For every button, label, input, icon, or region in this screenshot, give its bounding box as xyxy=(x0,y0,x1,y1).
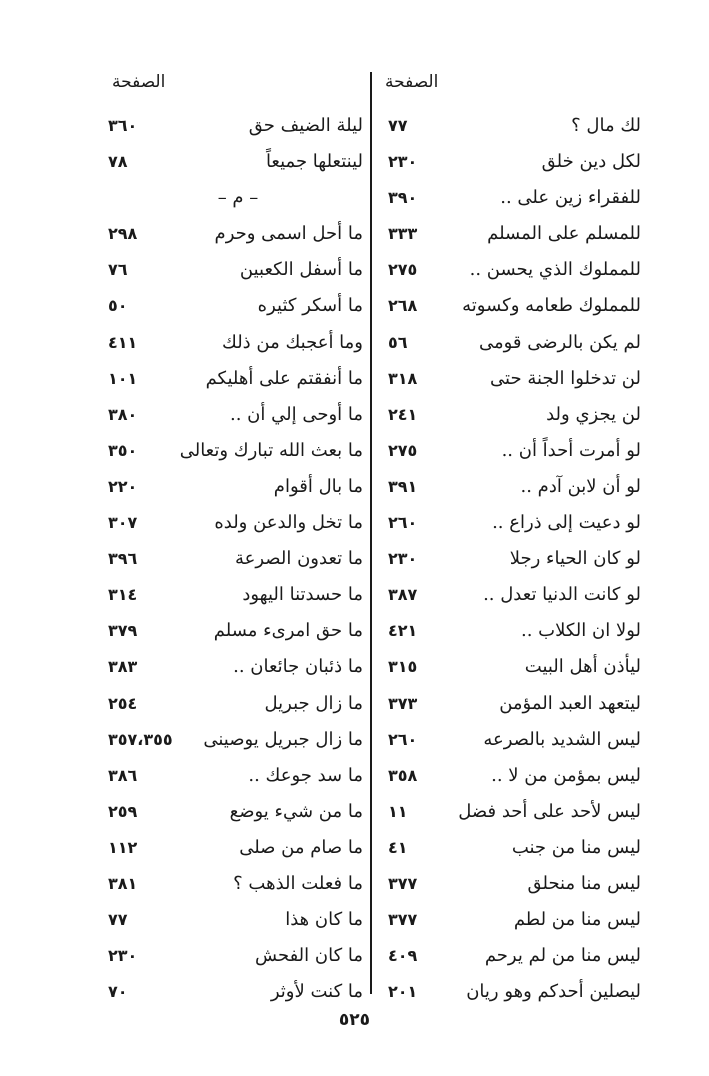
right-entry-page: ٢٦٠ xyxy=(388,513,418,533)
index-row xyxy=(0,397,709,433)
index-row xyxy=(0,216,709,252)
left-entry-page: ٢٢٠ xyxy=(108,476,138,496)
left-entry-text: ما زال جبريل يوصينى xyxy=(203,728,363,750)
left-entry-page: ٢٥٤ xyxy=(108,693,138,713)
left-entry-text: ما بعث الله تبارك وتعالى xyxy=(179,439,363,461)
right-entry-text: لو كانت الدنيا تعدل .. xyxy=(483,584,641,606)
right-column-page-label: الصفحة xyxy=(385,72,439,92)
right-entry-text: ليس بمؤمن من لا .. xyxy=(491,764,641,786)
right-entry-text: ليس منا منحلق xyxy=(527,872,641,894)
left-entry-text: ما أحل اسمى وحرم xyxy=(214,223,363,245)
left-entry-page: ٧٠ xyxy=(108,982,128,1002)
left-entry-page: ٢٥٩ xyxy=(108,801,138,821)
right-entry-page: ٢٧٥ xyxy=(388,260,418,280)
left-entry-text: ما بال أقوام xyxy=(273,475,363,497)
left-entry-page: ٣٥٠ xyxy=(108,440,138,460)
left-entry-page: ٣٨٣ xyxy=(108,657,138,677)
right-entry-text: لو أن لابن آدم .. xyxy=(520,475,641,497)
left-entry-text: ما من شيء يوضع xyxy=(229,800,363,822)
left-entry-text: ما صام من صلى xyxy=(239,836,363,858)
right-entry-page: ٣٧٧ xyxy=(388,910,418,930)
right-entry-page: ٣٣٣ xyxy=(388,224,418,244)
left-entry-page: ١٠١ xyxy=(108,368,138,388)
left-entry-page: ٣٦٠ xyxy=(108,116,138,135)
right-entry-page: ٢٦٨ xyxy=(388,296,418,316)
left-entry-text: ما حق امرىء مسلم xyxy=(213,620,363,642)
right-entry-page: ٢٣٠ xyxy=(388,152,418,172)
left-entry-text: لينتعلها جميعاً xyxy=(265,151,363,173)
left-entry-text: ليلة الضيف حق xyxy=(248,115,363,136)
left-entry-text: ما أسكر كثيره xyxy=(257,295,363,317)
left-entry-text: ما تخل والدعن ولده xyxy=(214,512,363,534)
right-entry-page: ٢٦٠ xyxy=(388,729,418,749)
index-row xyxy=(0,866,709,902)
right-entry-page: ٣٨٧ xyxy=(388,585,418,605)
left-entry-page: ٣٠٧ xyxy=(108,513,138,533)
index-row xyxy=(0,469,709,505)
left-entry-page: ١١٢ xyxy=(108,837,138,857)
right-entry-text: ليس الشديد بالصرعه xyxy=(483,728,641,750)
index-row xyxy=(0,361,709,397)
left-entry-page: ٧٨ xyxy=(108,152,128,172)
left-entry-text: ما حسدتنا اليهود xyxy=(242,584,363,606)
index-row xyxy=(0,144,709,180)
index-row xyxy=(0,974,709,1010)
right-entry-page: ٣٧٣ xyxy=(388,693,418,713)
index-row xyxy=(0,505,709,541)
right-entry-text: لن يجزي ولد xyxy=(546,403,641,425)
index-row xyxy=(0,649,709,685)
right-entry-page: ٣١٥ xyxy=(388,657,418,677)
left-entry-page: ٣٥٧،٣٥٥ xyxy=(108,729,173,749)
right-entry-text: ليس منا من لم يرحم xyxy=(484,945,641,967)
right-entry-text: ليتعهد العبد المؤمن xyxy=(499,692,641,714)
left-entry-page: ٣٧٩ xyxy=(108,621,138,641)
index-row xyxy=(0,686,709,722)
right-entry-text: لكل دين خلق xyxy=(541,151,641,173)
right-entry-page: ٢٠١ xyxy=(388,982,418,1002)
right-entry-text: ليصلين أحدكم وهو ريان xyxy=(466,981,641,1003)
right-entry-text: لو كان الحياء رجلا xyxy=(509,548,641,570)
right-entry-page: ١١ xyxy=(388,801,408,821)
index-row xyxy=(0,830,709,866)
left-entry-text: ما كان هذا xyxy=(285,909,363,931)
index-row xyxy=(0,325,709,361)
right-entry-text: لو أمرت أحداً أن .. xyxy=(501,439,641,461)
right-entry-page: ٥٦ xyxy=(388,332,408,352)
index-row xyxy=(0,433,709,469)
left-entry-page: ٣١٤ xyxy=(108,585,138,605)
left-entry-page: ٣٩٦ xyxy=(108,549,138,569)
index-row xyxy=(0,722,709,758)
index-row xyxy=(0,902,709,938)
left-entry-text: ما ذئبان جائعان .. xyxy=(233,656,363,678)
index-row xyxy=(0,541,709,577)
page-number: ٥٢٥ xyxy=(338,1010,371,1030)
right-entry-page: ٣٩٠ xyxy=(388,188,418,208)
index-row xyxy=(0,758,709,794)
right-entry-page: ٧٧ xyxy=(388,116,408,135)
right-entry-text: للمملوك الذي يحسن .. xyxy=(469,259,641,281)
left-entry-text: وما أعجبك من ذلك xyxy=(222,331,363,353)
left-entry-page: ٧٧ xyxy=(108,910,128,930)
right-entry-text: للمملوك طعامه وكسوته xyxy=(462,295,641,317)
left-entry-text: ما أسفل الكعبين xyxy=(239,259,363,281)
left-entry-page: ٧٦ xyxy=(108,260,128,280)
left-entry-text: ما كان الفحش xyxy=(255,945,363,967)
right-entry-text: ليس لأحد على أحد فضل xyxy=(458,800,641,822)
right-entry-page: ٢٧٥ xyxy=(388,440,418,460)
index-row xyxy=(0,180,709,216)
left-entry-text: ما تعدون الصرعة xyxy=(234,548,363,570)
right-entry-page: ٢٣٠ xyxy=(388,549,418,569)
left-entry-text: ما فعلت الذهب ؟ xyxy=(233,872,363,894)
index-row xyxy=(0,288,709,324)
right-entry-text: لن تدخلوا الجنة حتى xyxy=(490,367,641,389)
right-entry-page: ٣٥٨ xyxy=(388,765,418,785)
right-entry-page: ٤٢١ xyxy=(388,621,418,641)
index-rows xyxy=(0,108,709,1010)
right-entry-text: للفقراء زين على .. xyxy=(500,187,641,209)
right-entry-text: ليس منا من جنب xyxy=(511,836,641,858)
index-row xyxy=(0,577,709,613)
right-entry-page: ٣٧٧ xyxy=(388,873,418,893)
right-entry-page: ٢٤١ xyxy=(388,404,418,424)
right-entry-text: لو دعيت إلى ذراع .. xyxy=(492,512,641,534)
index-row xyxy=(0,938,709,974)
right-entry-page: ٣٩١ xyxy=(388,476,418,496)
left-entry-page: ٤١١ xyxy=(108,332,138,352)
index-row xyxy=(0,794,709,830)
right-entry-page: ٤٠٩ xyxy=(388,946,418,966)
left-entry-page: ٣٨١ xyxy=(108,873,138,893)
left-entry-text: ما سد جوعك .. xyxy=(248,764,363,786)
left-entry-page: ٥٠ xyxy=(108,296,128,316)
index-row xyxy=(0,613,709,649)
right-entry-text: ليس منا من لطم xyxy=(513,909,641,931)
left-entry-page: ٣٨٦ xyxy=(108,765,138,785)
right-entry-page: ٤١ xyxy=(388,837,408,857)
left-entry-page: ٢٩٨ xyxy=(108,224,138,244)
left-entry-page: ٢٣٠ xyxy=(108,946,138,966)
index-row xyxy=(0,108,709,144)
right-entry-page: ٣١٨ xyxy=(388,368,418,388)
left-entry-text: ما أوحى إلي أن .. xyxy=(230,403,363,425)
left-entry-text: ما كنت لأوثر xyxy=(270,981,363,1003)
left-column-page-label: الصفحة xyxy=(112,72,166,92)
section-heading-meem: – م – xyxy=(217,187,259,209)
index-row xyxy=(0,252,709,288)
left-entry-text: ما أنفقتم على أهليكم xyxy=(205,367,363,389)
left-entry-page: ٣٨٠ xyxy=(108,404,138,424)
right-entry-text: لك مال ؟ xyxy=(571,115,641,136)
right-entry-text: للمسلم على المسلم xyxy=(487,223,641,245)
right-entry-text: ليأذن أهل البيت xyxy=(524,656,641,678)
right-entry-text: لم يكن بالرضى قومى xyxy=(478,331,641,353)
right-entry-text: لولا ان الكلاب .. xyxy=(521,620,641,642)
left-entry-text: ما زال جبريل xyxy=(264,692,363,714)
